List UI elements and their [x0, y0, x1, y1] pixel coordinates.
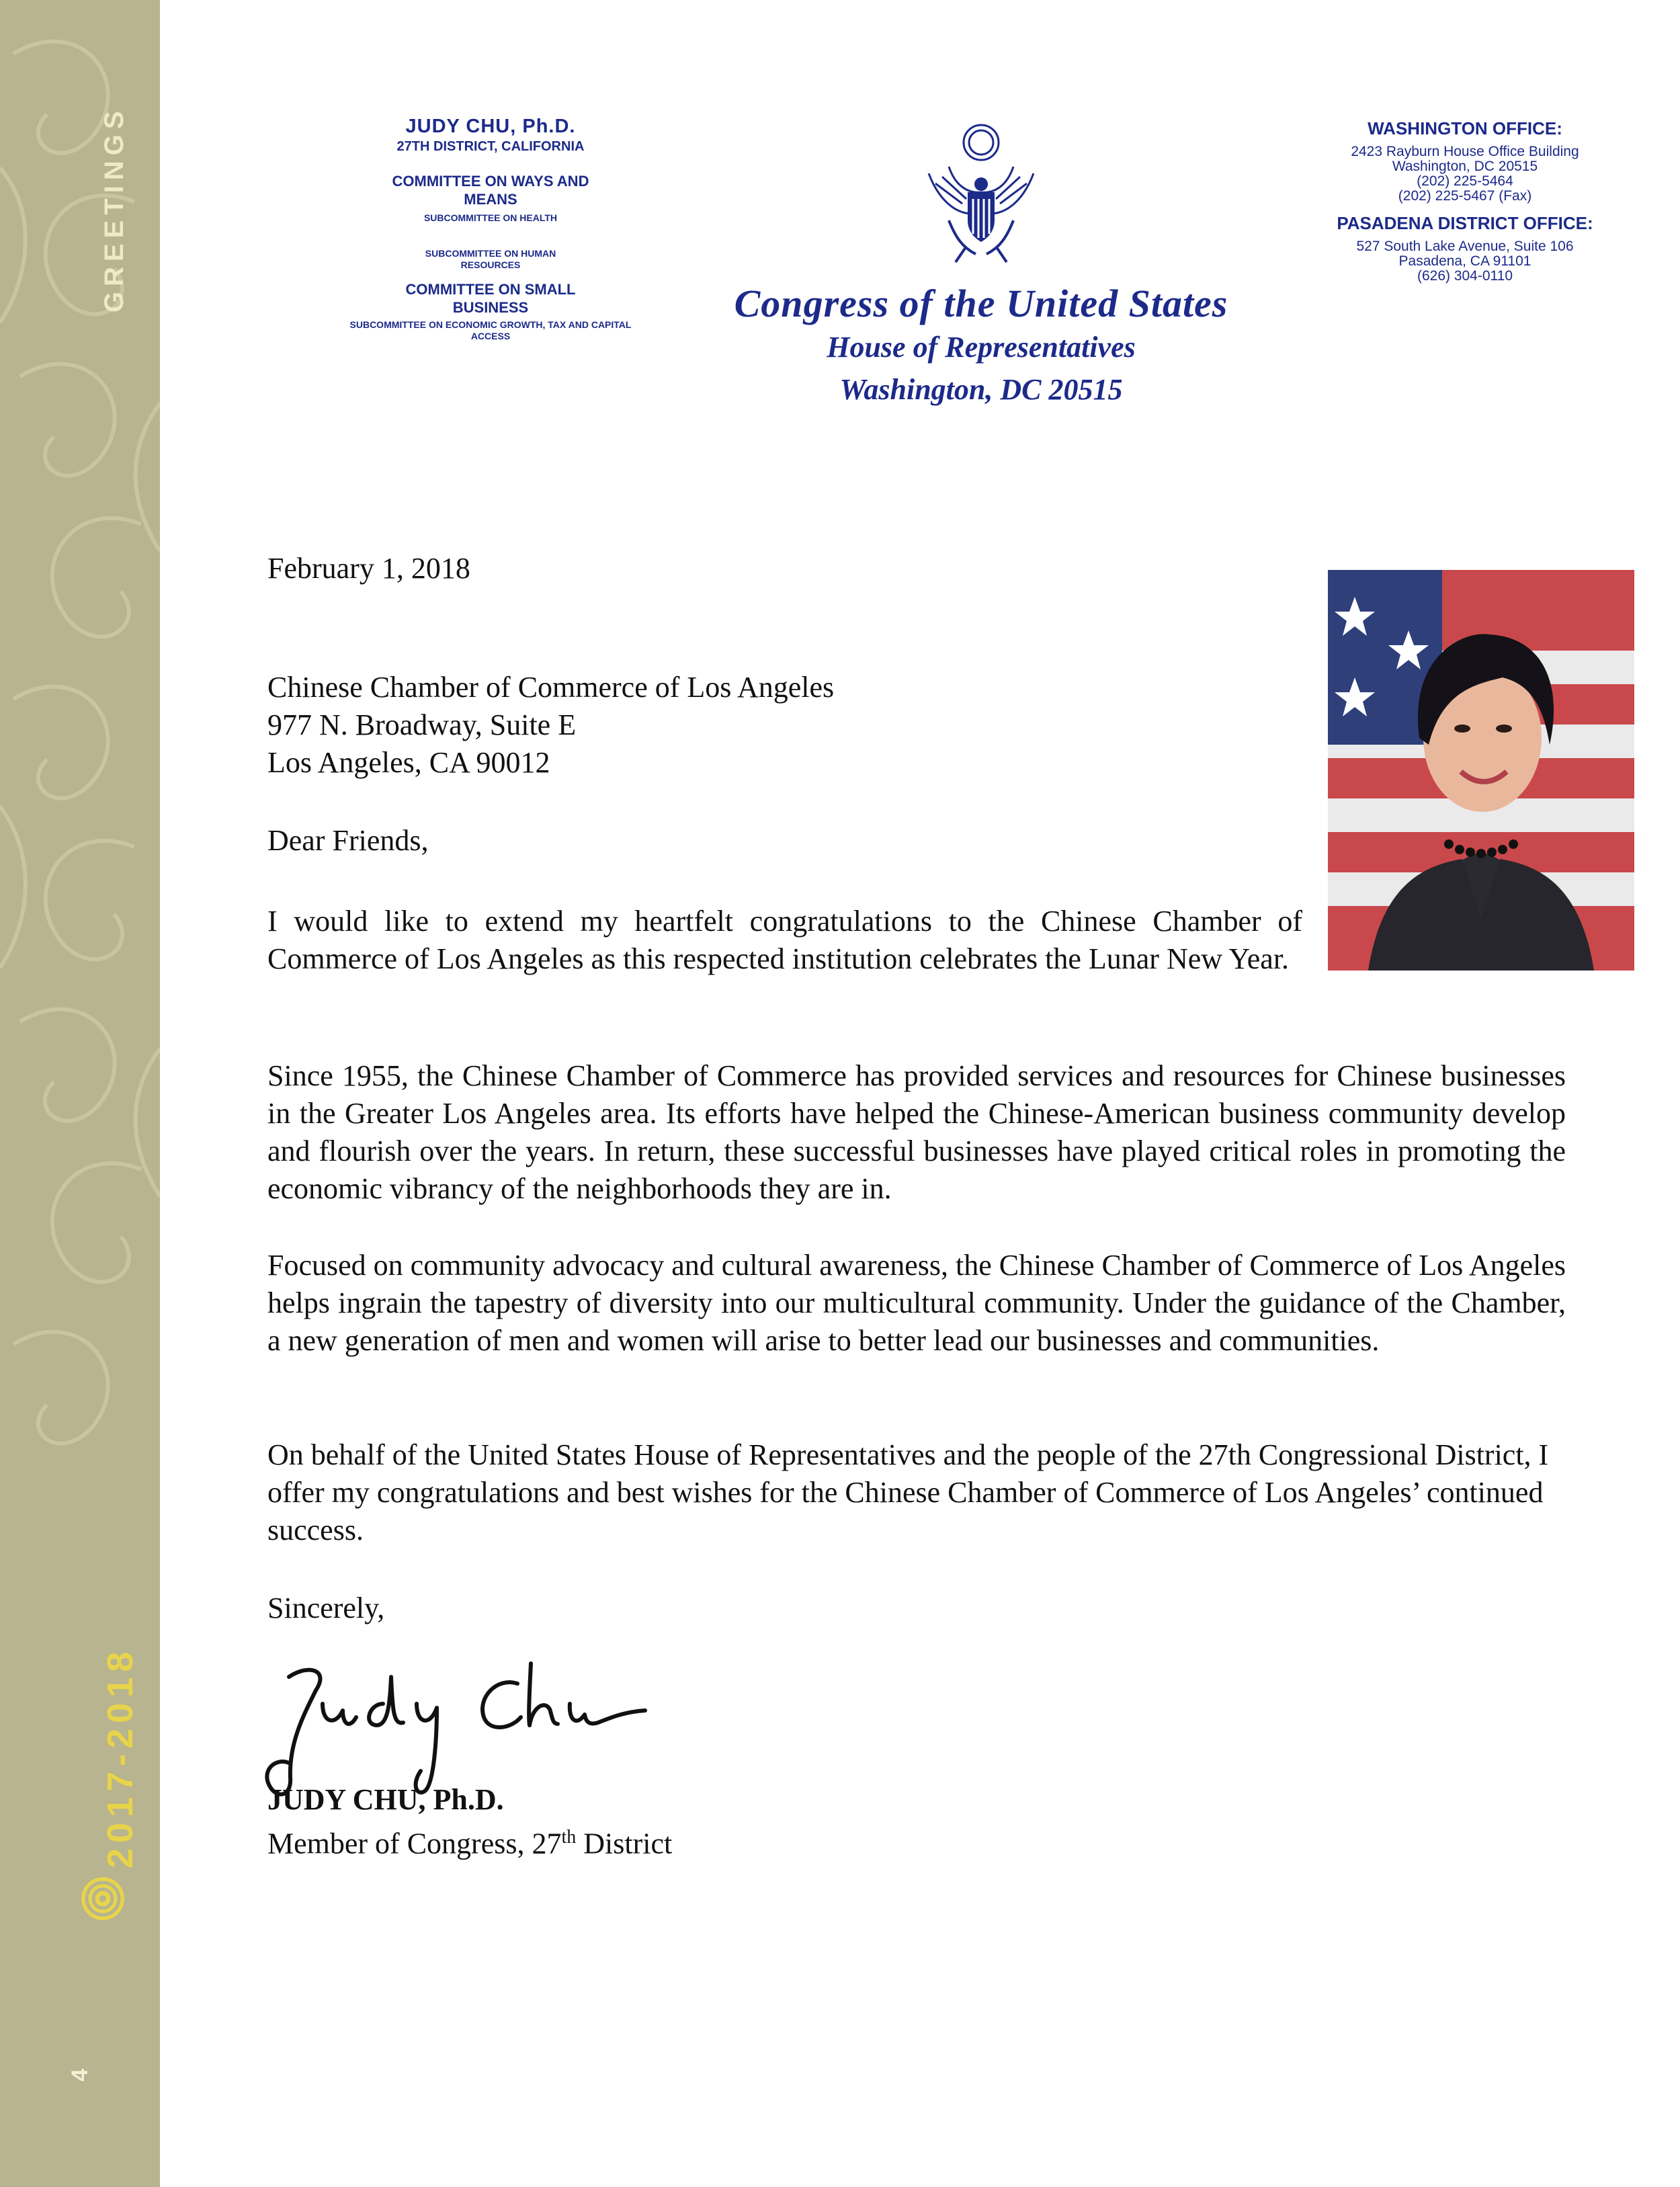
paragraph-1: I would like to extend my heartfelt congratulations to the Chinese Chamber of Commerce of Los Angeles as this respected institution celebrates the Lunar New Year. — [267, 905, 1302, 975]
paragraph-3: Focused on community advocacy and cultural awareness, the Chinese Chamber of Commerce of Los Angeles helps ingrain the tapestry of diversity into our multicultural community. Under the guidance of the Chamber, a new generation of men and women will arise to better lead our businesses and communities. — [267, 1249, 1566, 1357]
washington-office-phone: (202) 225-5464 — [1417, 173, 1513, 189]
subcommittee-economic-growth: SUBCOMMITTEE ON ECONOMIC GROWTH, TAX AND CAPITAL ACCESS — [349, 319, 632, 341]
side-strip: GREETINGS 2017-2018 4 — [0, 0, 160, 2187]
paragraph-2: Since 1955, the Chinese Chamber of Commerce has provided services and resources for Chinese businesses in the Greater Los Angeles area. Its efforts have helped the Chinese-American business community develop and flourish over the years. In return, these successful businesses have played critical roles in promoting the economic vibrancy of the neighborhoods they are in. — [267, 1059, 1566, 1205]
paragraph-4: On behalf of the United States House of Representatives and the people of the 27th Congressional District, I offer my congratulations and best wishes for the Chinese Chamber of Commerce of Los Angeles’ continued success. — [267, 1438, 1549, 1546]
recipient-line3: Los Angeles, CA 90012 — [267, 746, 550, 779]
letter-date: February 1, 2018 — [267, 552, 470, 585]
signer-block — [267, 1781, 672, 1863]
washington-office-heading: WASHINGTON OFFICE: — [1368, 118, 1562, 138]
eagle-seal-icon — [909, 120, 1054, 265]
letterhead-center — [665, 281, 1297, 407]
congress-title: Congress of the United States — [734, 282, 1228, 325]
district-office-phone: (626) 304-0110 — [1417, 268, 1513, 284]
subcommittee-health: SUBCOMMITTEE ON HEALTH — [423, 212, 558, 223]
signer-name: JUDY CHU, Ph.D. — [267, 1783, 504, 1816]
signer-title: Member of Congress, 27th District — [267, 1827, 673, 1860]
letterhead-right — [1297, 118, 1633, 284]
committee-small-business: COMMITTEE ON SMALL BUSINESS — [405, 281, 576, 316]
washington-office-line1: 2423 Rayburn House Office Building — [1351, 144, 1579, 159]
district-office-line2: Pasadena, CA 91101 — [1398, 253, 1531, 269]
committee-ways-means: COMMITTEE ON WAYS AND MEANS — [392, 173, 589, 208]
recipient-address — [267, 669, 834, 782]
district-office-line1: 527 South Lake Avenue, Suite 106 — [1356, 239, 1574, 254]
washington-office-fax: (202) 225-5467 (Fax) — [1398, 188, 1532, 204]
closing: Sincerely, — [267, 1592, 385, 1624]
page-number: 4 — [67, 2069, 93, 2081]
district-office-heading: PASADENA DISTRICT OFFICE: — [1337, 213, 1593, 233]
member-name: JUDY CHU, Ph.D. — [405, 116, 576, 137]
salutation: Dear Friends, — [267, 824, 429, 857]
recipient-line1: Chinese Chamber of Commerce of Los Angeles — [267, 671, 835, 704]
washington-office-line2: Washington, DC 20515 — [1392, 159, 1538, 174]
swirl-pattern — [0, 0, 160, 1546]
member-portrait — [1328, 570, 1634, 971]
letterhead-left — [336, 116, 645, 342]
member-district: 27TH DISTRICT, CALIFORNIA — [396, 139, 585, 154]
house-title: House of Representatives — [827, 331, 1136, 364]
house-city: Washington, DC 20515 — [839, 373, 1123, 406]
chamber-logo-icon — [79, 1875, 126, 1922]
subcommittee-human-resources: SUBCOMMITTEE ON HUMAN RESOURCES — [425, 248, 556, 270]
recipient-line2: 977 N. Broadway, Suite E — [267, 708, 577, 741]
